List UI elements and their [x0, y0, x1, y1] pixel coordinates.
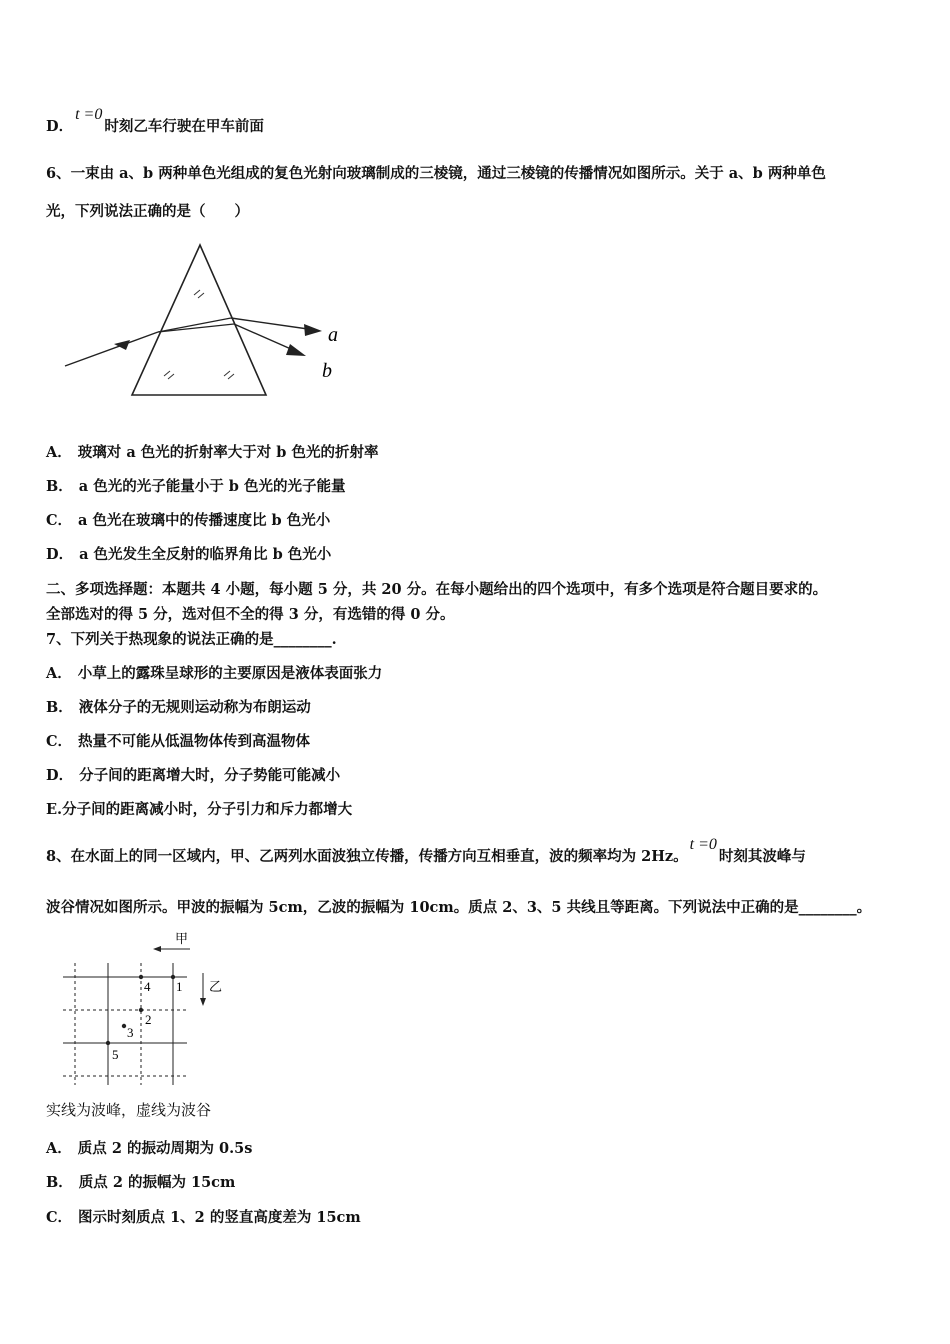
- option-text: 质点 2 的振幅为 15cm: [78, 1174, 236, 1191]
- option-text: 热量不可能从低温物体传到高温物体: [78, 733, 311, 750]
- point-2: [139, 1008, 143, 1012]
- q8-stem-line1: [46, 836, 806, 866]
- point-4: [139, 975, 143, 979]
- q6-option-c: [46, 509, 330, 530]
- option-label: E.: [46, 801, 63, 818]
- q8-stem-part1: 8、在水面上的同一区域内，甲、乙两列水面波独立传播，传播方向互相垂直，波的频率均为 2Hz。: [46, 848, 688, 865]
- math-t-equals-zero: t =0: [75, 106, 103, 123]
- label-a: a: [328, 324, 338, 346]
- point-label-5: 5: [112, 1047, 119, 1062]
- glass-hatch-marks: [164, 290, 234, 379]
- q8-stem-part2: 时刻其波峰与: [718, 848, 806, 865]
- q6-stem-line2: 光，下列说法正确的是（ ）: [46, 203, 249, 220]
- q6-option-a: [46, 441, 379, 462]
- point-label-4: 4: [144, 979, 151, 994]
- option-text: a 色光的光子能量小于 b 色光的光子能量: [78, 478, 346, 495]
- option-label: C．: [46, 512, 73, 529]
- ray-b-arrow: [286, 344, 306, 356]
- option-text: 图示时刻质点 1、2 的竖直高度差为 15cm: [78, 1209, 361, 1226]
- prism-figure: [60, 240, 350, 405]
- q7-option-d: [46, 764, 340, 785]
- q7-option-b: [46, 696, 311, 717]
- option-label: C．: [46, 733, 73, 750]
- q6-option-b: [46, 475, 345, 496]
- point-label-3: 3: [127, 1025, 134, 1040]
- section2-line2: 全部选对的得 5 分，选对但不全的得 3 分，有选错的得 0 分。: [46, 606, 455, 623]
- option-label: D．: [46, 546, 74, 563]
- ray-a-arrow: [304, 324, 322, 336]
- option-text: 分子间的距离增大时，分子势能可能减小: [79, 767, 341, 784]
- option-text: 液体分子的无规则运动称为布朗运动: [78, 699, 311, 716]
- option-label: D．: [46, 118, 74, 135]
- section2-line1: 二、多项选择题：本题共 4 小题，每小题 5 分，共 20 分。在每小题给出的四个选项中，有多个选项是符合题目要求的。: [46, 581, 828, 598]
- wave-grid-figure: [55, 925, 245, 1093]
- option-label: C．: [46, 1209, 73, 1226]
- option-text: 质点 2 的振动周期为 0.5s: [77, 1140, 253, 1157]
- q6-option-d: [46, 543, 331, 564]
- label-jia: 甲: [175, 932, 189, 947]
- q7-stem: 7、下列关于热现象的说法正确的是________.: [46, 631, 337, 648]
- option-label: D．: [46, 767, 74, 784]
- q7-option-c: [46, 730, 310, 751]
- point-1: [171, 975, 175, 979]
- option-label: A．: [46, 665, 72, 682]
- q8-option-c: [46, 1206, 361, 1227]
- q5-option-d: [46, 106, 264, 136]
- option-label: B．: [46, 1174, 73, 1191]
- point-label-1: 1: [176, 979, 183, 994]
- option-text: 时刻乙车行驶在甲车前面: [104, 118, 264, 135]
- option-text: 玻璃对 a 色光的折射率大于对 b 色光的折射率: [77, 444, 379, 461]
- point-3: [122, 1024, 126, 1028]
- point-5: [106, 1041, 110, 1045]
- option-text: 小草上的露珠呈球形的主要原因是液体表面张力: [77, 665, 383, 682]
- incident-ray: [65, 332, 158, 366]
- q6-stem-line1: 6、一束由 a、b 两种单色光组成的复色光射向玻璃制成的三棱镜，通过三棱镜的传播情况如图所示。关于 a、b 两种单色: [46, 165, 826, 182]
- option-label: B．: [46, 478, 73, 495]
- option-label: A．: [46, 1140, 72, 1157]
- point-label-2: 2: [145, 1012, 152, 1027]
- label-yi: 乙: [209, 980, 223, 995]
- option-text: 分子间的距离减小时，分子引力和斥力都增大: [62, 801, 353, 818]
- option-text: a 色光在玻璃中的传播速度比 b 色光小: [78, 512, 331, 529]
- q8-option-a: [46, 1137, 252, 1158]
- figure-caption: 实线为波峰，虚线为波谷: [46, 1101, 212, 1119]
- q7-option-e: [46, 798, 352, 819]
- option-label: A．: [46, 444, 72, 461]
- points: [106, 975, 175, 1045]
- option-text: a 色光发生全反射的临界角比 b 色光小: [79, 546, 332, 563]
- math-t-equals-zero: t =0: [689, 836, 717, 853]
- q7-option-a: [46, 662, 382, 683]
- yi-arrow-head: [200, 998, 206, 1006]
- label-b: b: [322, 360, 332, 382]
- q8-stem-line2: 波谷情况如图所示。甲波的振幅为 5cm，乙波的振幅为 10cm。质点 2、3、5 共线且等距离。下列说法中正确的是________。: [46, 899, 872, 916]
- jia-arrow-head: [153, 946, 161, 952]
- q8-option-b: [46, 1171, 235, 1192]
- incident-arrow: [114, 340, 130, 350]
- option-label: B．: [46, 699, 73, 716]
